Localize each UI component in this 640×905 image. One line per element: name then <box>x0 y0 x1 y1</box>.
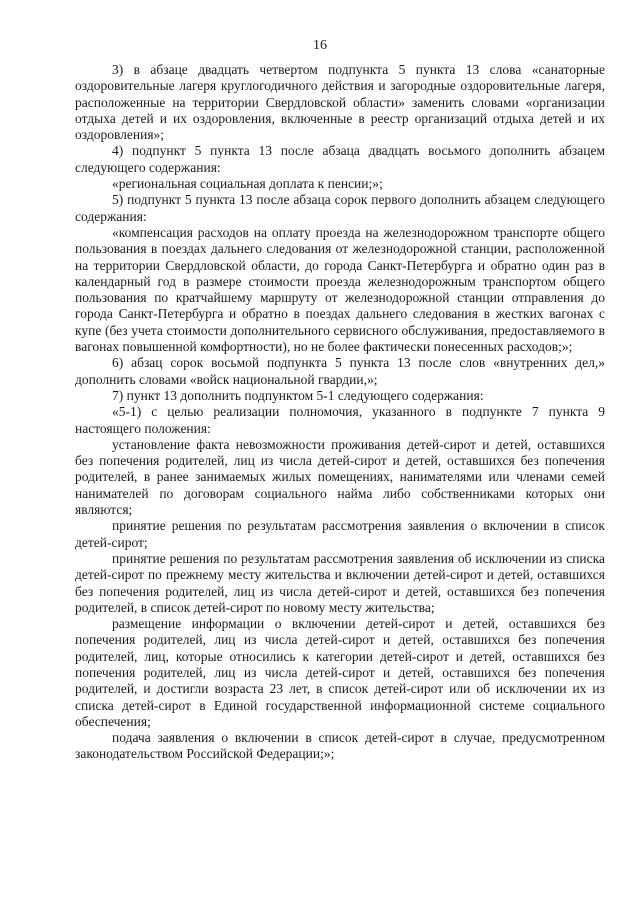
paragraph-item-5: 5) подпункт 5 пункта 13 после абзаца сорок первого дополнить абзацем следующего содержания: <box>75 192 605 224</box>
page-number: 16 <box>313 38 327 53</box>
paragraph-item-6: 6) абзац сорок восьмой подпункта 5 пункта 13 после слов «внутренних дел,» дополнить словами «войск национальной гвардии,»; <box>75 355 605 387</box>
quoted-addition: «региональная социальная доплата к пенсии;»; <box>112 176 383 192</box>
paragraph-item-4: 4) подпункт 5 пункта 13 после абзаца двадцать восьмого дополнить абзацем следующего содержания: <box>75 143 605 175</box>
list-item: подача заявления о включении в список детей-сирот в случае, предусмотренном законодательством Российской Федерации;»; <box>75 730 605 762</box>
quoted-addition: «компенсация расходов на оплату проезда на железнодорожном транспорте общего пользования в поездах дальнего следования от железнодорожной станции, расположенной на территории Свердловской области, до города Санкт-Петербурга и обратно один раз в календарный год в размере стоимости проезда железнодорожным транспортом общего пользования по кратчайшему маршруту от железнодорожной станции отправления до города Санкт-Петербурга и обратно в поездах дальнего следования в жестких вагонах с купе (без учета стоимости дополнительного сервисного обслуживания, предоставляемого в вагонах повышенной комфортности), но не более фактически понесенных расходов;»; <box>75 224 605 355</box>
subparagraph-5-1: «5-1) с целью реализации полномочия, указанного в подпункте 7 пункта 9 настоящего положения: <box>75 404 605 436</box>
paragraph-item-7: 7) пункт 13 дополнить подпунктом 5-1 следующего содержания: <box>112 387 484 403</box>
list-item: принятие решения по результатам рассмотрения заявления о включении в список детей-сирот; <box>75 518 605 550</box>
list-item: размещение информации о включении детей-сирот и детей, оставшихся без попечения родителей, лиц из числа детей-сирот и детей, оставшихся без попечения родителей, лиц, которые относились к категории детей-сирот и детей, оставшихся без попечения родителей, лиц из числа детей-сирот и детей, оставшихся без попечения родителей, и достигли возраста 23 лет, в список детей-сирот или об исключении их из списка детей-сирот в Единой государственной информационной системе социального обеспечения; <box>75 616 605 729</box>
document-body <box>75 62 605 763</box>
list-item: установление факта невозможности проживания детей-сирот и детей, оставшихся без попечения родителей, лиц из числа детей-сирот и детей, оставшихся без попечения родителей, в ранее занимаемых жилых помещениях, нанимателями или членами семей нанимателей по договорам социального найма либо собственниками которых они являются; <box>75 436 605 518</box>
list-item: принятие решения по результатам рассмотрения заявления об исключении из списка детей-сирот по прежнему месту жительства и включении детей-сирот и детей, оставшихся без попечения родителей, лиц из числа детей-сирот и детей, оставшихся без попечения родителей, в список детей-сирот по новому месту жительства; <box>75 550 605 615</box>
paragraph-item-3: 3) в абзаце двадцать четвертом подпункта 5 пункта 13 слова «санаторные оздоровительные лагеря круглогодичного действия и загородные оздоровительные лагеря, расположенные на территории Свердловской области» заменить словами «организации отдыха детей и их оздоровления, включенные в реестр организаций отдыха детей и их оздоровления»; <box>75 62 605 143</box>
